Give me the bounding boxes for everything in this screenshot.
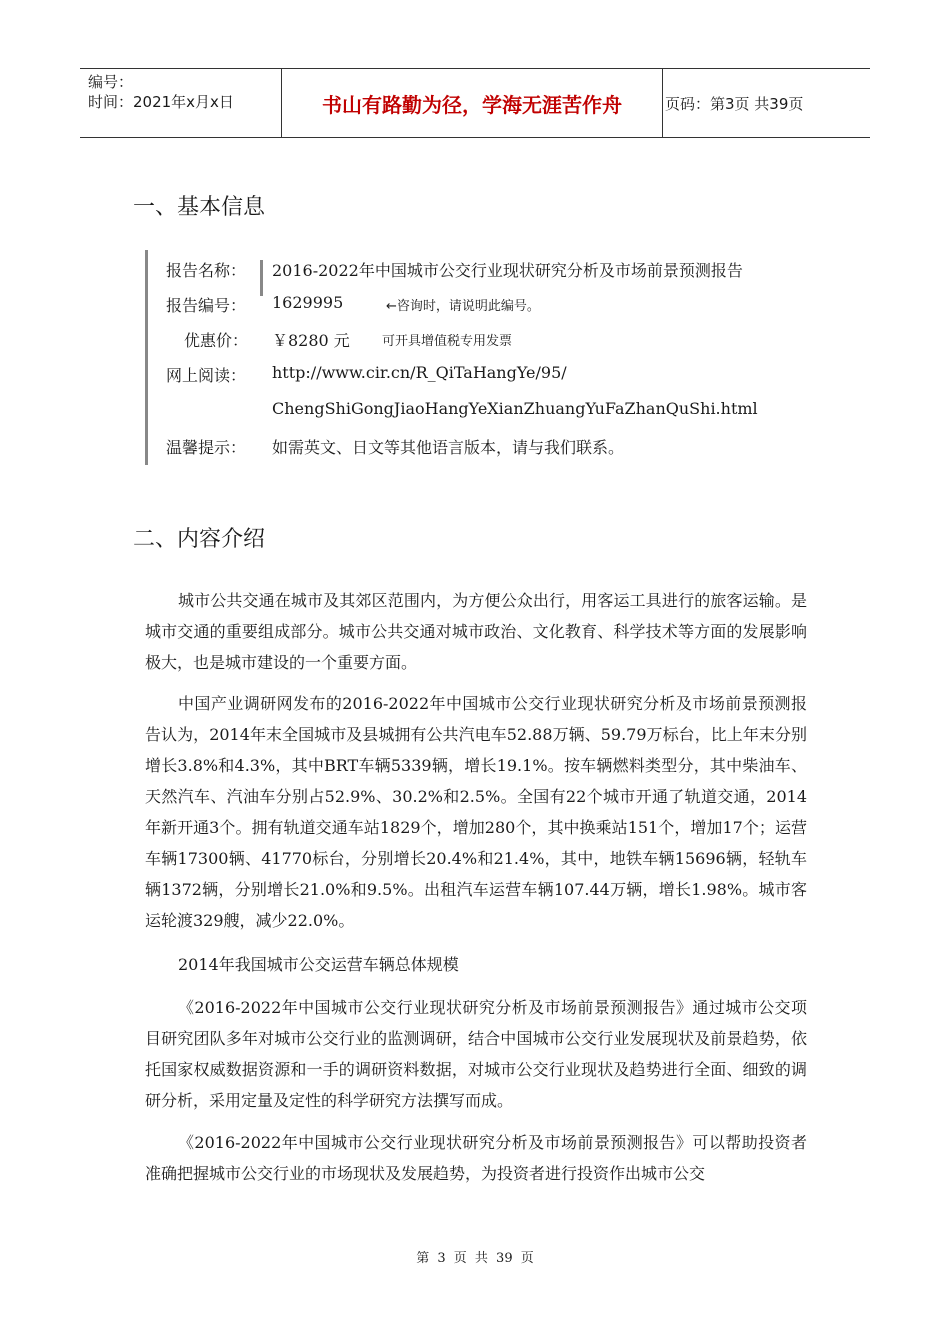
price-note: 可开具增值税专用发票: [382, 334, 513, 349]
url-line-1[interactable]: http://www.cir.cn/R_QiTaHangYe/95/: [272, 363, 567, 382]
report-no-label: 报告编号：: [166, 296, 247, 315]
basic-info-block: [145, 250, 828, 465]
tip-value: 如需英文、日文等其他语言版本，请与我们联系。: [272, 438, 625, 457]
page-footer: 第 3 页 共 39 页: [416, 1251, 534, 1266]
page-info-text: 页码：第3页 共39页: [665, 94, 804, 113]
report-no-value: 1629995: [272, 293, 344, 312]
paragraph: 《2016-2022年中国城市公交行业现状研究分析及市场前景预测报告》通过城市公交项目研究团队多年对城市公交行业的监测调研，结合中国城市公交行业发展现状及前景趋势，依托国家权威数据资源和一手的调研资料数据，对城市公交行业现状及趋势进行全面、细致的调研分析，采用定量及定性的科学研究方法撰写而成。: [145, 998, 807, 1110]
header-meta-cell: [80, 69, 281, 137]
report-no-note: ←咨询时，请说明此编号。: [386, 299, 540, 314]
url-line-2[interactable]: ChengShiGongJiaoHangYeXianZhuangYuFaZhanQuShi.html: [272, 399, 758, 418]
date-label: 时间：2021年x月x日: [88, 93, 234, 111]
header-page-info: [663, 69, 870, 137]
tip-label: 温馨提示：: [166, 438, 247, 457]
paragraph: 城市公共交通在城市及其郊区范围内，为方便公众出行，用客运工具进行的旅客运输。是城市交通的重要组成部分。城市公共交通对城市政治、文化教育、科学技术等方面的发展影响极大，也是城市建设的一个重要方面。: [145, 591, 807, 672]
info-divider: [260, 260, 263, 296]
header-motto: 书山有路勤为径，学海无涯苦作舟: [281, 69, 663, 137]
figure-caption: 2014年我国城市公交运营车辆总体规模: [178, 955, 459, 974]
url-label: 网上阅读：: [166, 366, 247, 385]
report-name-label: 报告名称：: [166, 261, 247, 280]
header-table: [80, 68, 870, 138]
paragraph: 《2016-2022年中国城市公交行业现状研究分析及市场前景预测报告》可以帮助投资者准确把握城市公交行业的市场现状及发展趋势，为投资者进行投资作出城市公交: [145, 1133, 807, 1183]
price-label: 优惠价：: [184, 331, 249, 350]
report-name-value: 2016-2022年中国城市公交行业现状研究分析及市场前景预测报告: [272, 261, 743, 280]
price-value: ￥8280 元: [272, 331, 350, 350]
serial-label: 编号：: [88, 73, 134, 91]
section-title-content-intro: 二、内容介绍: [133, 527, 266, 552]
paragraph: 中国产业调研网发布的2016-2022年中国城市公交行业现状研究分析及市场前景预测报告认为，2014年末全国城市及县城拥有公共汽电车52.88万辆、59.79万标台，比上年末分别增长3.8%和4.3%，其中BRT车辆5339辆，增长19.1%。按车辆燃料类型分，其中柴油车、天然汽车、汽油车分别占52.9%、30.2%和2.5%。全国有22个城市开通了轨道交通，2014年新开通3个。拥有轨道交通车站1829个，增加280个，其中换乘站151个，增加17个；运营车辆17300辆、41770标台，分别增长20.4%和21.4%，其中，地铁车辆15696辆，轻轨车辆1372辆，分别增长21.0%和9.5%。出租汽车运营车辆107.44万辆，增长1.98%。城市客运轮渡329艘，减少22.0%。: [145, 694, 807, 930]
section-title-basic-info: 一、基本信息: [133, 195, 266, 220]
